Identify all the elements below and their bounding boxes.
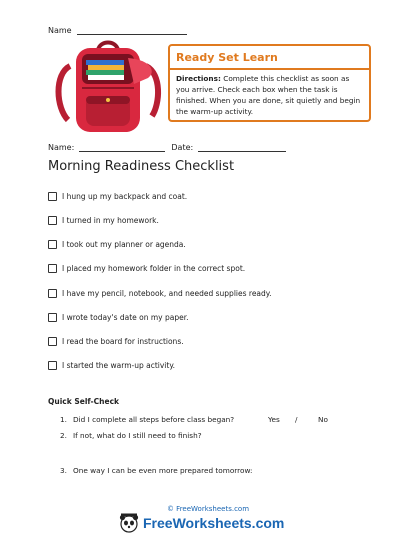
question-3-text: One way I can be even more prepared tomorrow:: [73, 466, 253, 475]
checklist-item: [48, 192, 187, 201]
info-box-title: Ready Set Learn: [176, 51, 278, 64]
checklist-item: [48, 216, 159, 225]
name-date-row: [48, 142, 286, 152]
question-2-text: If not, what do I still need to finish?: [73, 431, 202, 440]
checklist-item-label: I wrote today's date on my paper.: [62, 313, 189, 322]
page-title: Morning Readiness Checklist: [48, 159, 235, 174]
checklist-item: [48, 361, 175, 370]
top-name-label: Name: [48, 26, 72, 35]
backpack-illustration: [48, 38, 168, 134]
self-check-title: Quick Self-Check: [48, 397, 119, 406]
question-1-text: Did I complete all steps before class began?: [73, 415, 235, 424]
no-option[interactable]: No: [318, 415, 328, 424]
info-box: [168, 44, 371, 122]
directions-body: Complete this checklist as soon as you arrive. Check each box when the task is finished. When you are done, sit quietly and begin the warm-up activity.: [176, 74, 361, 116]
directions-label: Directions:: [176, 74, 221, 83]
info-box-divider: [170, 68, 369, 70]
checklist-item: [48, 313, 189, 322]
checkbox[interactable]: [48, 337, 57, 346]
checkbox[interactable]: [48, 192, 57, 201]
question-1-number: 1.: [60, 415, 67, 424]
top-name-field: [48, 25, 187, 35]
checklist-item-label: I took out my planner or agenda.: [62, 240, 186, 249]
panda-icon: [118, 513, 140, 533]
footer-copyright: © FreeWorksheets.com: [166, 505, 250, 513]
question-2-number: 2.: [60, 431, 67, 440]
checklist-item-label: I turned in my homework.: [62, 216, 159, 225]
footer-brand[interactable]: FreeWorksheets.com: [143, 515, 285, 531]
date-label: Date:: [171, 143, 194, 152]
name-label: Name:: [48, 143, 75, 152]
checklist-item: [48, 240, 186, 249]
name-line: [79, 142, 165, 152]
top-name-line: [77, 25, 187, 35]
checklist-item-label: I read the board for instructions.: [62, 337, 184, 346]
checklist-item: [48, 289, 272, 298]
yes-option[interactable]: Yes: [268, 415, 280, 424]
checklist-item: [48, 337, 184, 346]
checkbox[interactable]: [48, 216, 57, 225]
checklist-item: [48, 264, 245, 273]
checklist-item-label: I placed my homework folder in the correct spot.: [62, 264, 246, 273]
checkbox[interactable]: [48, 289, 57, 298]
checkbox[interactable]: [48, 240, 57, 249]
question-3-number: 3.: [60, 466, 67, 475]
checklist-item-label: I started the warm-up activity.: [62, 361, 176, 370]
checklist-item-label: I hung up my backpack and coat.: [62, 192, 188, 201]
yes-no-separator: /: [295, 415, 298, 424]
footer-logo: [118, 512, 318, 534]
date-line: [198, 142, 286, 152]
checkbox[interactable]: [48, 313, 57, 322]
checklist-item-label: I have my pencil, notebook, and needed supplies ready.: [62, 289, 272, 298]
checkbox[interactable]: [48, 264, 57, 273]
directions-text: [176, 73, 364, 117]
checkbox[interactable]: [48, 361, 57, 370]
